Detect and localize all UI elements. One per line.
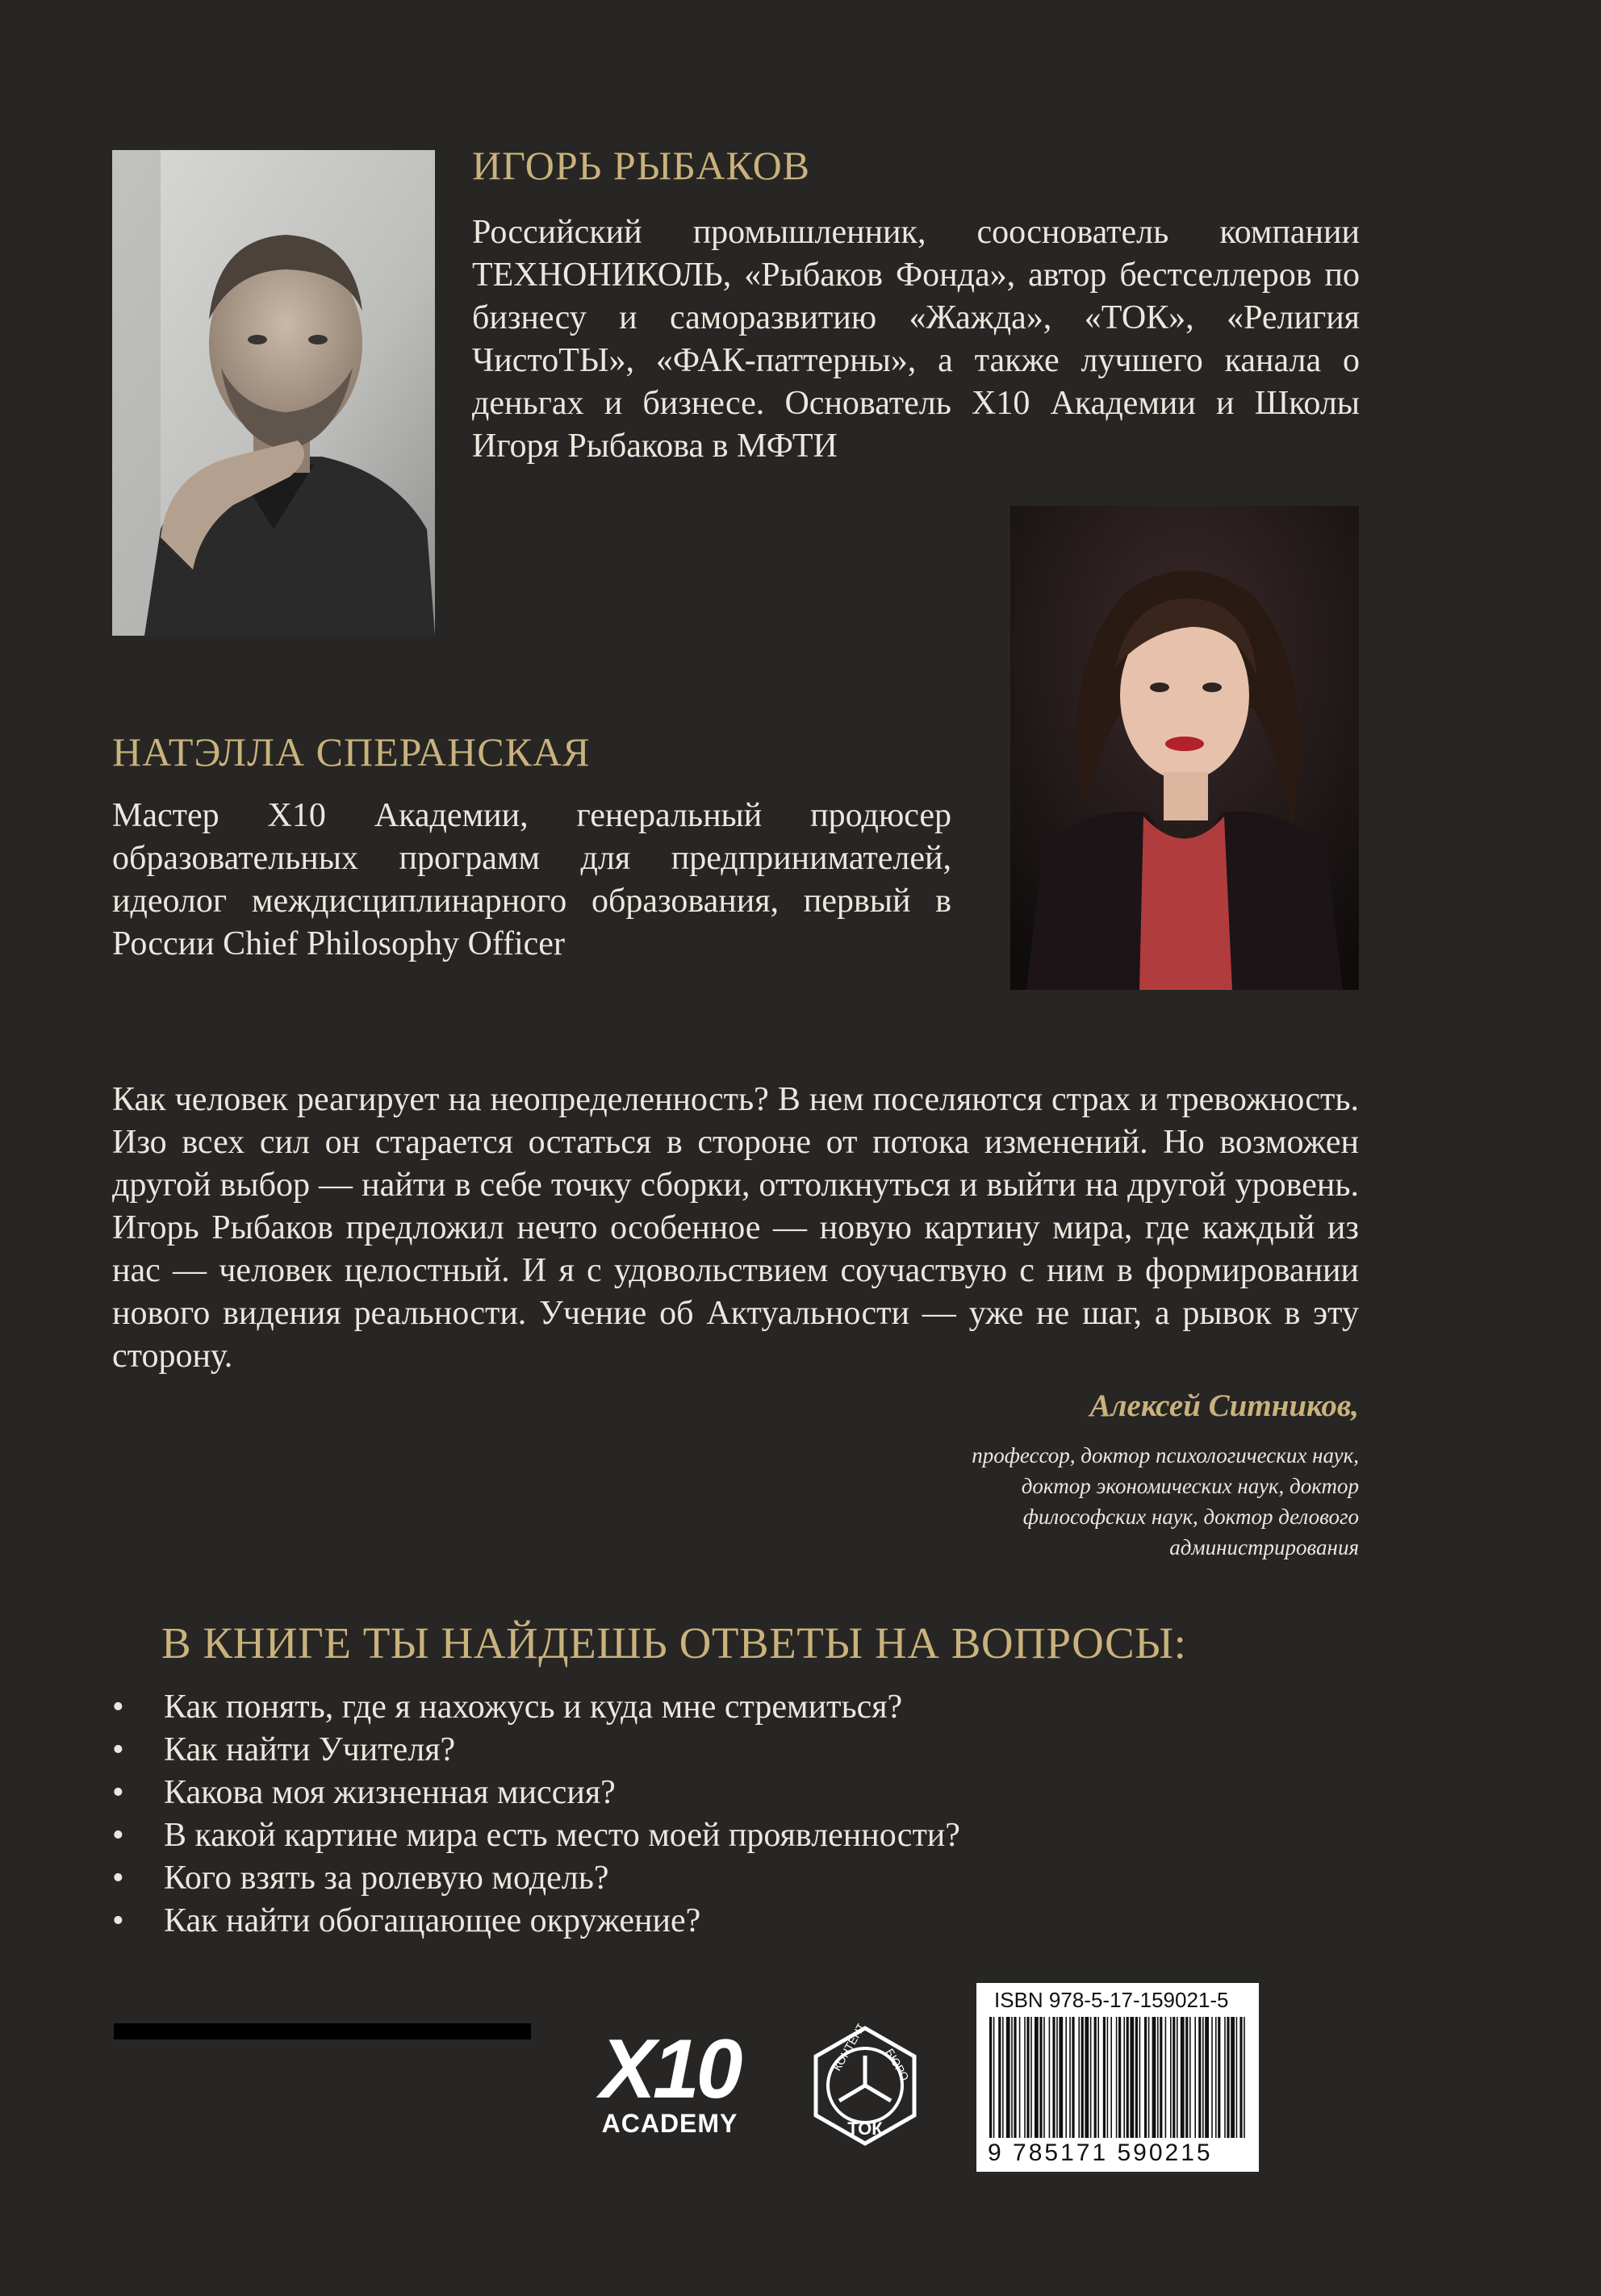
academy-logo-text: ACADEMY: [601, 2109, 738, 2138]
role-line: профессор, доктор психологических наук,: [972, 1443, 1359, 1467]
barcode-bar: [1056, 2017, 1058, 2138]
barcode-bar: [1069, 2017, 1071, 2138]
list-item: [112, 1900, 1323, 1943]
x10-logo-text: X10: [600, 2023, 740, 2116]
barcode-bar: [1173, 2017, 1175, 2138]
barcode-bar: [1049, 2017, 1051, 2138]
endorsement-quote: Как человек реагирует на неопределенность? В нем поселяются страх и тревожность. Изо всех сил он старается остаться в стороне от потока изменений. Но возможен другой выбор — найти в себе точку сборки, оттолкнуться и выйти на другой уровень. Игорь Рыбаков предложил нечто особенное — новую картину мира, где каждый из нас — человек целостный. И я с удовольствием соучаствую с ним в формировании нового видения реальности. Учение об Актуальности — уже не шаг, а рывок в эту сторону.: [112, 1081, 1359, 1375]
barcode-bar: [1039, 2017, 1042, 2138]
barcode-bar: [1205, 2017, 1209, 2138]
bullet-icon: •: [112, 1817, 124, 1854]
barcode-bar: [1072, 2017, 1074, 2138]
barcode-bar: [1127, 2017, 1129, 2138]
barcode-bar: [1085, 2017, 1089, 2138]
barcode-bar: [1189, 2017, 1191, 2138]
barcode-bar: [1194, 2017, 1196, 2138]
barcode-bar: [1185, 2017, 1188, 2138]
barcode-bar: [1215, 2017, 1217, 2138]
author2-portrait-image: [1010, 506, 1359, 990]
barcode-bar: [1081, 2017, 1084, 2138]
question-text: Как понять, где я нахожусь и куда мне стремиться?: [164, 1689, 903, 1726]
barcode-bar: [1097, 2017, 1099, 2138]
barcode-bar: [1139, 2017, 1141, 2138]
barcode-bar: [1123, 2017, 1125, 2138]
list-item: [112, 1857, 1323, 1900]
role-line: доктор экономических наук, доктор: [1021, 1474, 1359, 1498]
barcode-bar: [1181, 2017, 1185, 2138]
barcode-bar: [1006, 2017, 1010, 2138]
question-text: Какова моя жизненная миссия?: [164, 1774, 616, 1811]
bullet-icon: •: [112, 1902, 124, 1939]
isbn-digits: 9 785171 590215: [988, 2139, 1213, 2166]
isbn-barcode: [976, 1983, 1259, 2172]
question-text: Кого взять за ролевую модель?: [164, 1860, 609, 1897]
tok-top-label: КОНТЕНТ: [830, 2023, 868, 2073]
barcode-bar: [1059, 2017, 1063, 2138]
barcode-bar: [1231, 2017, 1235, 2138]
tok-right-label: БЮРО: [883, 2046, 912, 2083]
barcode-bar: [1244, 2017, 1245, 2138]
barcode-bar: [1090, 2017, 1092, 2138]
author2-photo: [1010, 506, 1359, 990]
barcode-bar: [1165, 2017, 1167, 2138]
barcode-bar: [1094, 2017, 1097, 2138]
barcode-bar: [1160, 2017, 1162, 2138]
barcode-bar: [1144, 2017, 1147, 2138]
divider-bar: [114, 2023, 531, 2039]
author1-portrait-image: [112, 150, 435, 636]
barcode-bar: [1152, 2017, 1156, 2138]
barcode-bar: [1135, 2017, 1138, 2138]
barcode-bar: [1236, 2017, 1238, 2138]
role-line: администрирования: [1169, 1535, 1359, 1559]
list-item: [112, 1729, 1323, 1772]
barcode-bar: [1030, 2017, 1032, 2138]
barcode-bar: [1218, 2017, 1220, 2138]
barcode-bar: [1043, 2017, 1045, 2138]
question-text: В какой картине мира есть место моей проявленности?: [164, 1817, 960, 1854]
barcode-bar: [1170, 2017, 1172, 2138]
barcode-bar: [1107, 2017, 1109, 2138]
questions-list: [112, 1686, 1323, 1943]
bullet-icon: •: [112, 1860, 124, 1897]
list-item: [112, 1772, 1323, 1814]
quote-author-role: [794, 1440, 1359, 1563]
barcode-bar: [1103, 2017, 1106, 2138]
author2-bio: Мастер X10 Академии, генеральный продюсер образовательных программ для предпринимателей, идеолог междисциплинарного образования, первый в России Chief Philosophy Officer: [112, 797, 951, 962]
quote-author: Алексей Ситников,: [1089, 1388, 1359, 1423]
list-item: [112, 1814, 1323, 1857]
barcode-bar: [1052, 2017, 1055, 2138]
question-text: Как найти обогащающее окружение?: [164, 1902, 701, 1939]
barcode-bar: [993, 2017, 995, 2138]
tok-bottom-label: ТОК: [847, 2119, 883, 2139]
barcode-bar: [1002, 2017, 1004, 2138]
author1-photo: [112, 150, 435, 636]
x10-academy-logo: [581, 2023, 759, 2138]
barcode-bar: [1110, 2017, 1112, 2138]
author1-bio: Российский промышленник, сооснователь компании ТЕХНОНИКОЛЬ, «Рыбаков Фонда», автор бестселлеров по бизнесу и саморазвитию «Жажда», «ТОК», «Религия ЧистоТЫ», «ФАК-паттерны», а также лучшего канала о деньгах и бизнесе. Основатель X10 Академии и Школы Игоря Рыбакова в МФТИ: [472, 214, 1360, 465]
bullet-icon: •: [112, 1689, 124, 1726]
barcode-bar: [1019, 2017, 1021, 2138]
barcode-bar: [1024, 2017, 1026, 2138]
barcode-bar: [1224, 2017, 1226, 2138]
barcode-bar: [1202, 2017, 1204, 2138]
barcode-bar: [1011, 2017, 1013, 2138]
list-item: [112, 1686, 1323, 1729]
barcode-bar: [1227, 2017, 1229, 2138]
barcode-bar: [1239, 2017, 1242, 2138]
barcode-bar: [1130, 2017, 1134, 2138]
question-text: Как найти Учителя?: [164, 1731, 456, 1768]
barcode-bar: [1198, 2017, 1201, 2138]
barcode-bar: [1014, 2017, 1016, 2138]
barcode-bar: [1211, 2017, 1213, 2138]
role-line: философских наук, доктор делового: [1022, 1505, 1359, 1529]
barcode-bar: [1035, 2017, 1039, 2138]
barcode-bar: [1157, 2017, 1159, 2138]
bullet-icon: •: [112, 1731, 124, 1768]
barcode-bar: [1065, 2017, 1067, 2138]
barcode-bar: [1026, 2017, 1029, 2138]
barcode-bars: [988, 2017, 1248, 2138]
questions-heading: В КНИГЕ ТЫ НАЙДЕШЬ ОТВЕТЫ НА ВОПРОСЫ:: [161, 1618, 1187, 1668]
author1-name: ИГОРЬ РЫБАКОВ: [472, 143, 811, 188]
bullet-icon: •: [112, 1774, 124, 1811]
barcode-bar: [998, 2017, 1001, 2138]
isbn-label: ISBN 978-5-17-159021-5: [994, 1988, 1229, 2012]
barcode-bar: [1177, 2017, 1178, 2138]
barcode-bar: [989, 2017, 992, 2138]
barcode-bar: [1078, 2017, 1080, 2138]
barcode-bar: [1116, 2017, 1118, 2138]
author2-name: НАТЭЛЛА СПЕРАНСКАЯ: [112, 729, 591, 774]
kontent-buro-tok-logo: [803, 2023, 928, 2148]
barcode-bar: [1118, 2017, 1121, 2138]
barcode-bar: [1148, 2017, 1150, 2138]
tok-logo-icon: [803, 2023, 928, 2148]
